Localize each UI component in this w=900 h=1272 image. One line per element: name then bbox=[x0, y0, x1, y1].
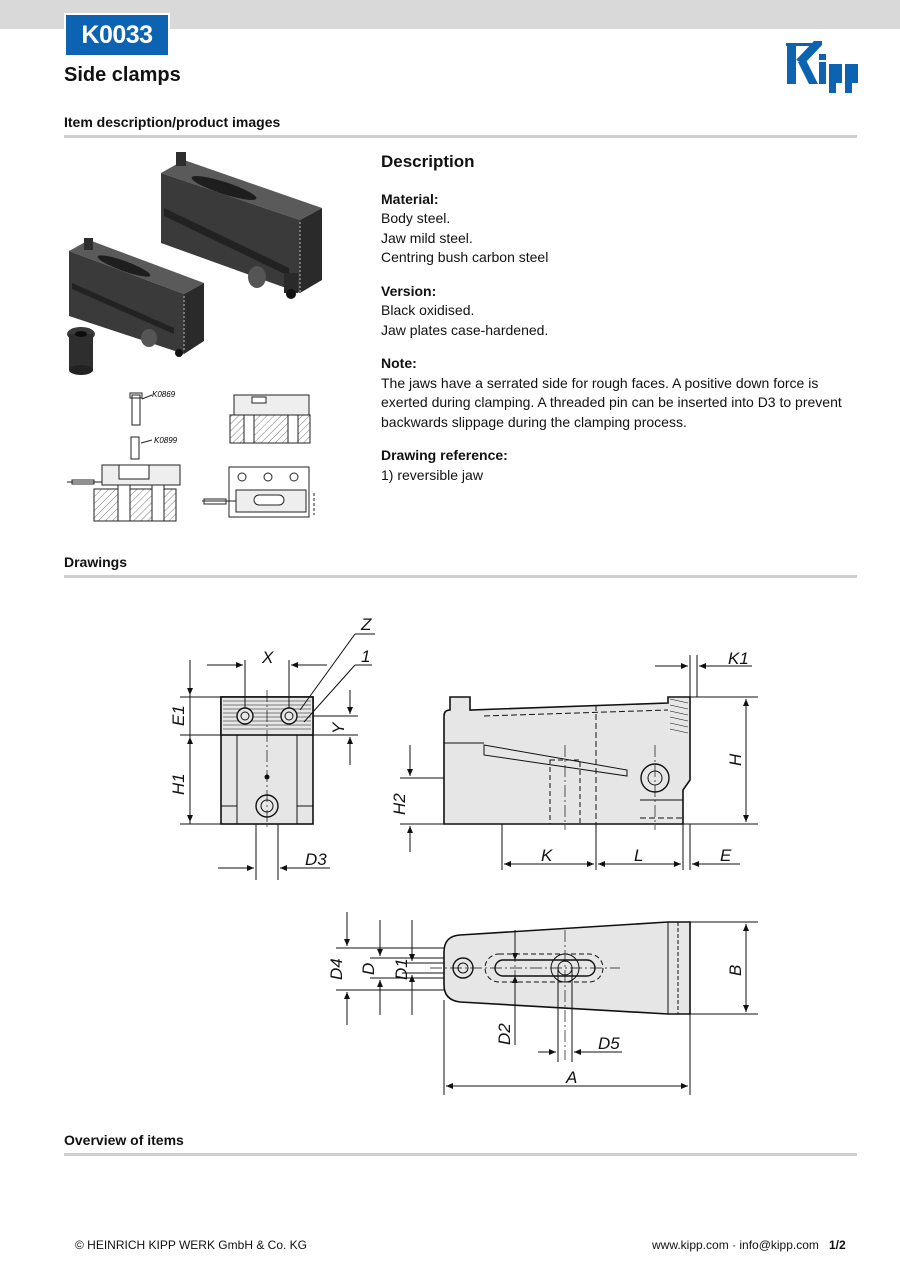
version-line: Black oxidised. bbox=[381, 302, 475, 318]
kipp-logo-mark bbox=[786, 41, 858, 93]
top-view bbox=[336, 912, 758, 1095]
section-item-description: Item description/product images bbox=[64, 114, 857, 138]
dim-b: B bbox=[726, 964, 745, 976]
side-view bbox=[400, 655, 758, 870]
material-line: Jaw mild steel. bbox=[381, 229, 473, 246]
dim-d2: D2 bbox=[495, 1023, 514, 1045]
dim-d3: D3 bbox=[305, 850, 327, 869]
dim-d5: D5 bbox=[598, 1034, 620, 1053]
dim-e1: E1 bbox=[169, 705, 188, 726]
note-label: Note: bbox=[381, 355, 417, 371]
material-line: Body steel. bbox=[381, 210, 451, 226]
drawing-reference-text: 1) reversible jaw bbox=[381, 466, 483, 483]
front-view bbox=[180, 634, 375, 880]
page-title: Side clamps bbox=[64, 64, 181, 86]
note-text: The jaws have a serrated side for rough faces. A positive down force is exerted during clamping. A threaded pin can be inserted into D3 to prevent backwards slippage during the clamping process. bbox=[381, 374, 842, 430]
dim-k: K bbox=[541, 846, 553, 865]
technical-drawing bbox=[150, 600, 790, 1110]
material-block bbox=[381, 190, 857, 268]
note-block bbox=[381, 354, 857, 432]
kipp-logo bbox=[784, 38, 860, 94]
dim-d: D bbox=[359, 962, 378, 975]
section-drawings: Drawings bbox=[64, 554, 857, 578]
dim-h2: H2 bbox=[390, 793, 409, 815]
dim-d1: D1 bbox=[392, 958, 411, 980]
dim-z: Z bbox=[361, 615, 372, 634]
product-photo bbox=[64, 148, 354, 380]
mini-label-k0869: K0869 bbox=[152, 390, 176, 399]
assembly-drawings bbox=[64, 385, 336, 530]
centring-bush-image bbox=[67, 327, 95, 375]
material-label: Material: bbox=[381, 190, 439, 207]
drawing-reference-block bbox=[381, 446, 857, 485]
dim-d4: D4 bbox=[327, 958, 346, 980]
material-line: Centring bush carbon steel bbox=[381, 249, 549, 265]
dim-h1: H1 bbox=[169, 773, 188, 795]
version-block bbox=[381, 282, 857, 341]
item-code-badge: K0033 bbox=[64, 13, 170, 57]
footer-contact[interactable]: www.kipp.com · info@kipp.com bbox=[652, 1238, 819, 1252]
description-panel bbox=[381, 152, 857, 499]
dim-e: E bbox=[720, 846, 732, 865]
dim-x: X bbox=[262, 648, 274, 667]
dim-a: A bbox=[566, 1068, 578, 1087]
dim-k1: K1 bbox=[728, 649, 749, 668]
version-label: Version: bbox=[381, 282, 437, 299]
mini-label-k0899: K0899 bbox=[154, 436, 178, 445]
dim-1: 1 bbox=[361, 647, 371, 666]
section-overview: Overview of items bbox=[64, 1132, 857, 1156]
footer-page-number: 1/2 bbox=[829, 1238, 846, 1252]
dim-l: L bbox=[634, 846, 644, 865]
version-line: Jaw plates case-hardened. bbox=[381, 321, 549, 338]
drawing-reference-label: Drawing reference: bbox=[381, 447, 508, 463]
footer-copyright: © HEINRICH KIPP WERK GmbH & Co. KG bbox=[75, 1238, 307, 1252]
description-heading: Description bbox=[381, 152, 475, 171]
dim-y: Y bbox=[329, 722, 348, 734]
dim-h: H bbox=[726, 753, 745, 766]
